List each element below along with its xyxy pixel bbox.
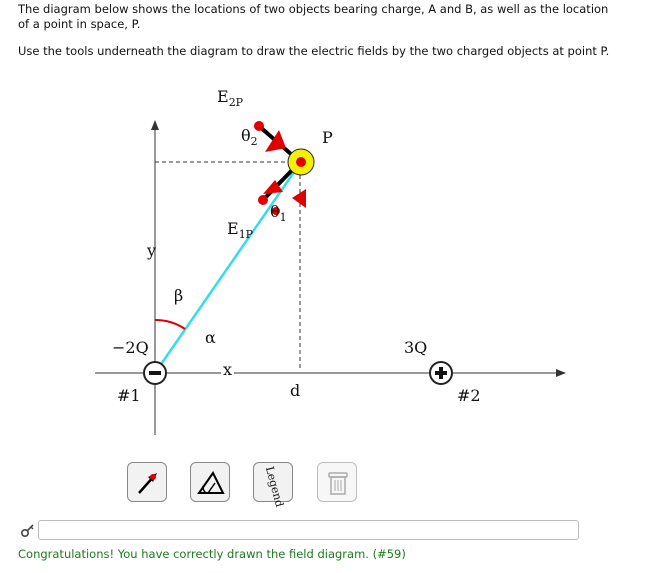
angle-tool-button[interactable] (190, 462, 230, 502)
y-axis-arrowhead (151, 120, 159, 130)
delete-tool-button[interactable] (317, 462, 357, 502)
feedback-message: Congratulations! You have correctly drawn the field diagram. (#59) (18, 547, 406, 561)
charge1-value-label: −2Q (112, 338, 149, 357)
y-axis-label: y (147, 241, 157, 260)
alpha-label: α (205, 328, 216, 347)
charge1-id-label: #1 (117, 386, 141, 405)
legend-tool-button[interactable] (253, 462, 293, 509)
connector-line (155, 162, 301, 373)
x-axis-arrowhead (556, 369, 566, 377)
instructions-line2: Use the tools underneath the diagram to draw the electric fields by the two charged objects at point P. (18, 44, 610, 58)
point-p-center (296, 157, 306, 167)
e1p-label: $E_{1P}$ (227, 219, 254, 242)
angle-triangle-icon (191, 463, 231, 503)
e1p-tail-handle[interactable] (258, 195, 268, 205)
legend-label: Legend (262, 465, 287, 509)
e2p-label: $E_{2P}$ (217, 87, 244, 110)
beta-angle-arc (155, 320, 185, 329)
answer-input-box[interactable] (38, 520, 579, 540)
beta-label: β (174, 286, 184, 305)
point-p-label: P (322, 128, 333, 147)
d-label: d (290, 381, 301, 400)
theta2-label: $\theta_2$ (241, 126, 258, 149)
charge2-value-label: 3Q (404, 338, 428, 357)
theta1-arrowhead (292, 189, 306, 208)
charge2-id-label: #2 (457, 386, 481, 405)
plus-icon-v (439, 367, 443, 379)
key-icon (19, 521, 37, 539)
minus-icon (149, 371, 161, 375)
x-axis-label: x (223, 360, 233, 379)
vector-tool-button[interactable] (127, 462, 167, 502)
arrow-vector-icon (128, 463, 168, 503)
trash-icon (318, 463, 358, 503)
instructions-line1: The diagram below shows the locations of two objects bearing charge, A and B, as well as the location of a point in space, P. (18, 2, 609, 31)
theta1-label: $\theta_1$ (270, 202, 287, 225)
